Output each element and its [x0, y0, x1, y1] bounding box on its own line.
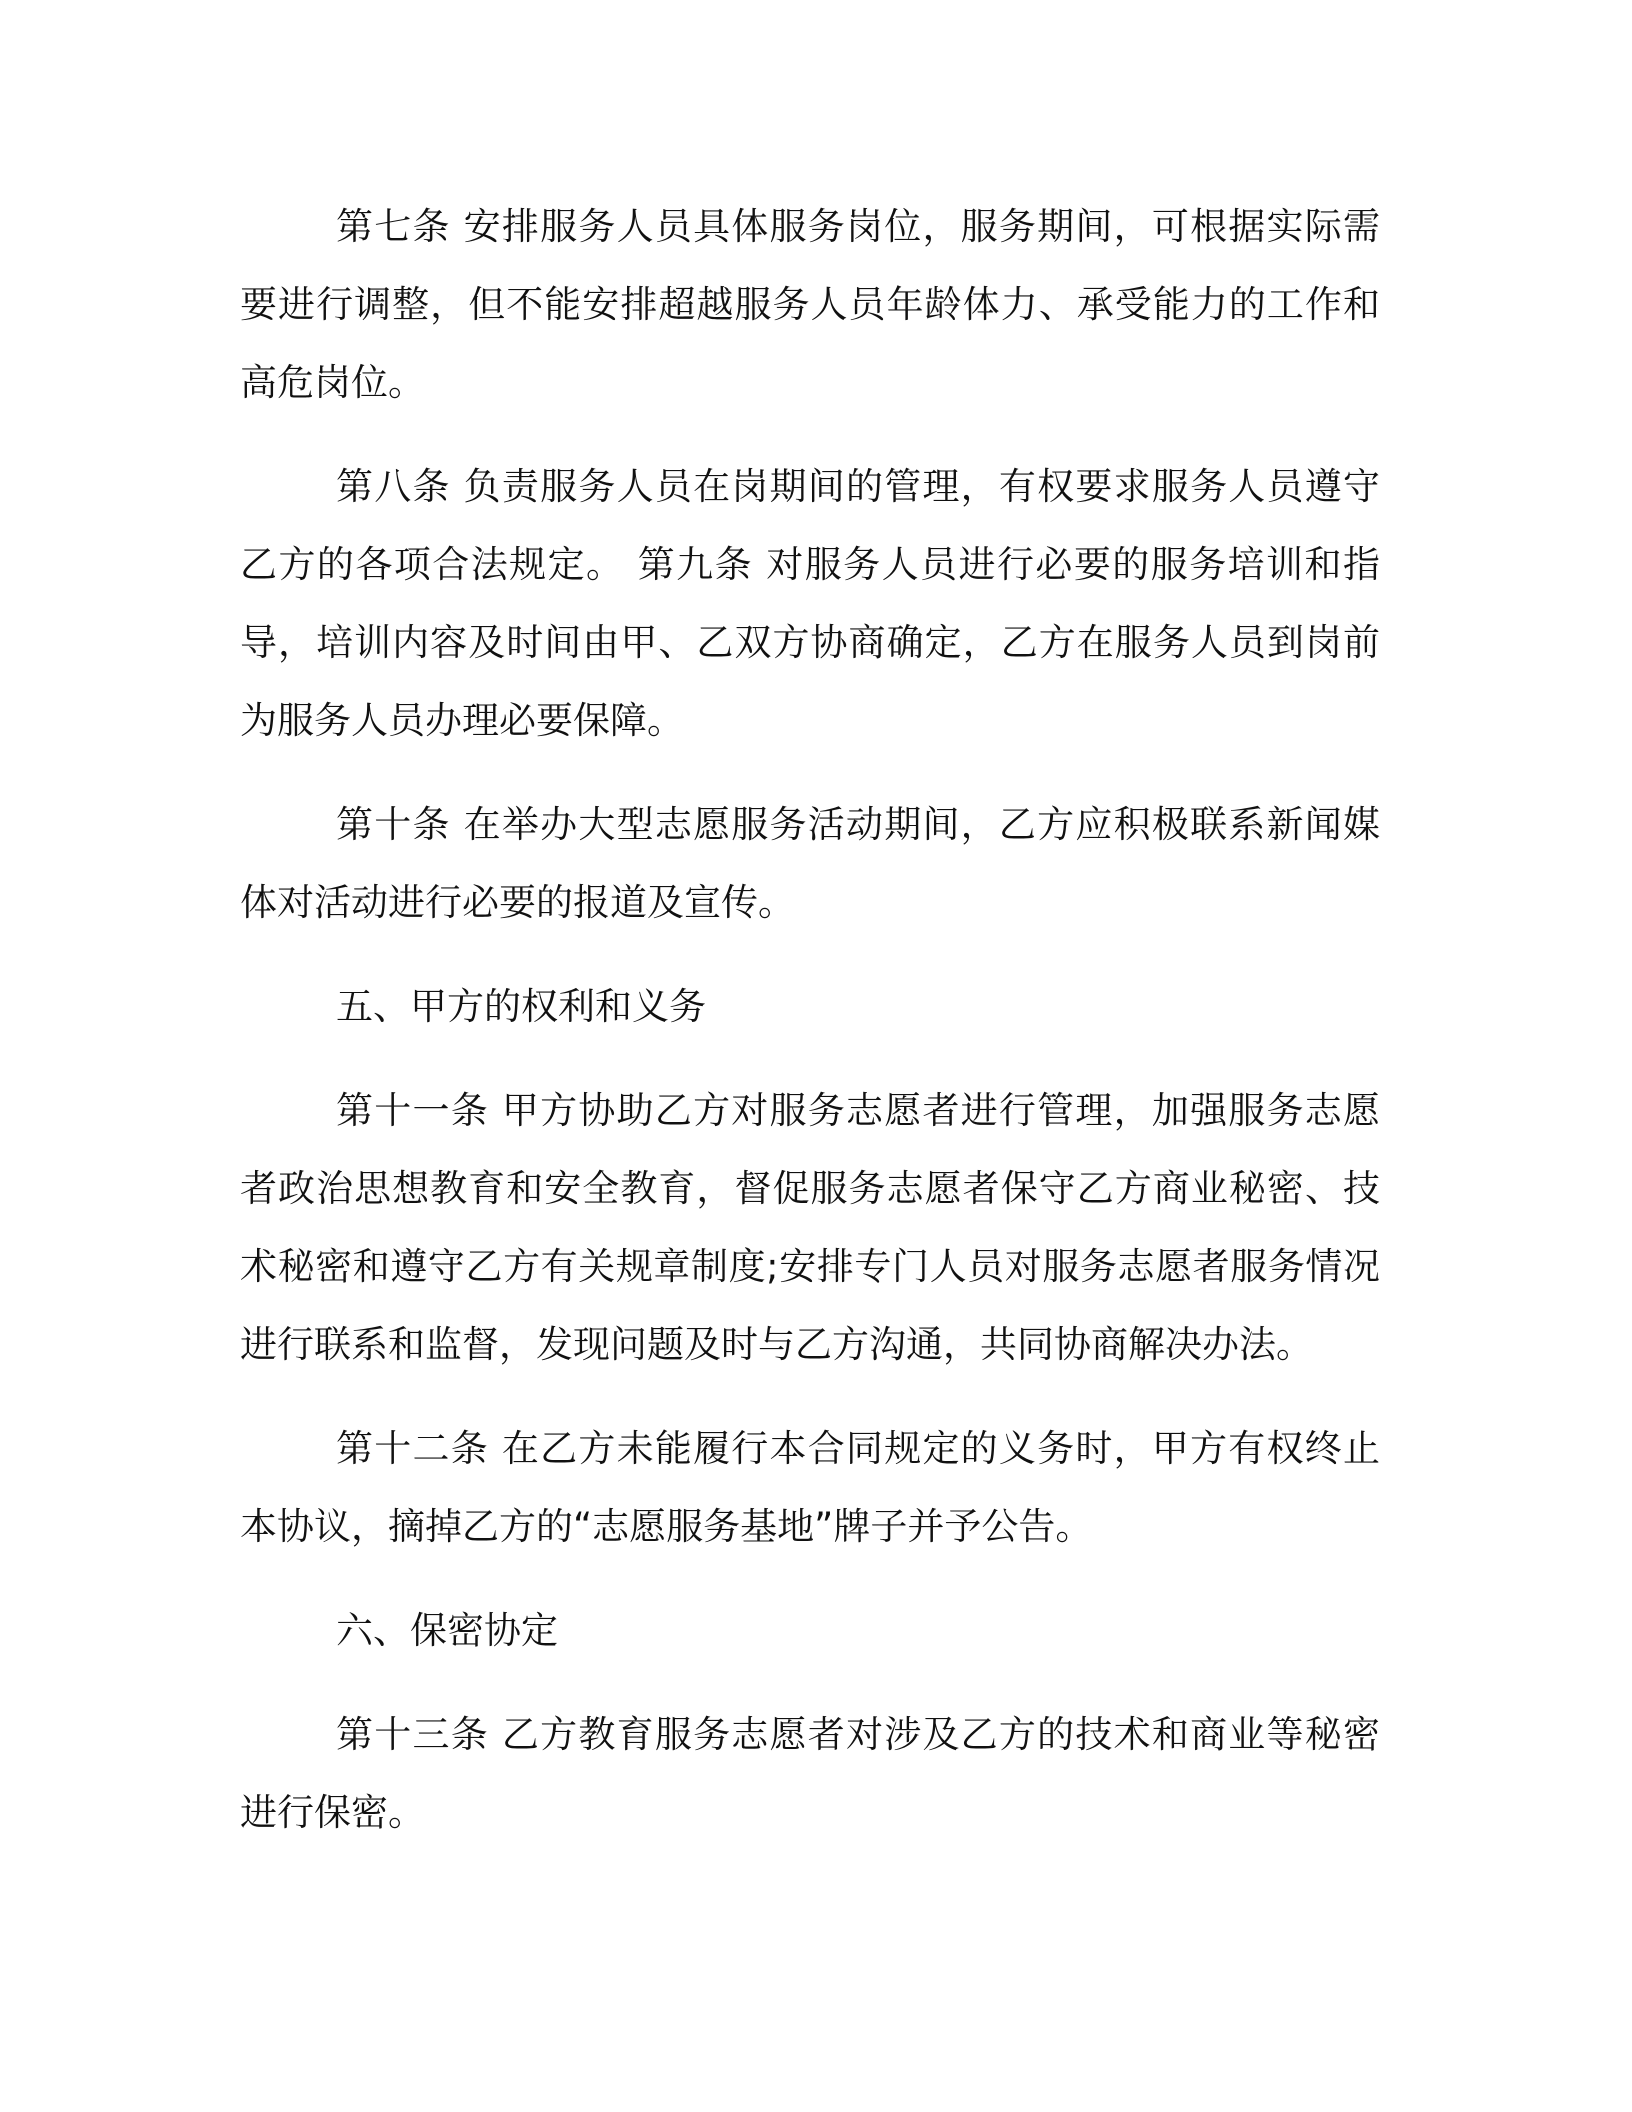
article-12: 第十二条 在乙方未能履行本合同规定的义务时，甲方有权终止本协议，摘掉乙方的“志愿服务基地”牌子并予公告。	[240, 1427, 1380, 1548]
document-body	[240, 188, 1380, 1878]
article-10: 第十条 在举办大型志愿服务活动期间，乙方应积极联系新闻媒体对活动进行必要的报道及宣传。	[240, 803, 1380, 924]
article-7: 第七条 安排服务人员具体服务岗位，服务期间，可根据实际需要进行调整，但不能安排超越服务人员年龄体力、承受能力的工作和高危岗位。	[240, 205, 1380, 404]
article-13: 第十三条 乙方教育服务志愿者对涉及乙方的技术和商业等秘密进行保密。	[240, 1713, 1380, 1834]
article-8-9: 第八条 负责服务人员在岗期间的管理，有权要求服务人员遵守乙方的各项合法规定。 第九条 对服务人员进行必要的服务培训和指导，培训内容及时间由甲、乙双方协商确定，乙方在服务人员到岗前为服务人员办理必要保障。	[240, 465, 1380, 742]
article-11: 第十一条 甲方协助乙方对服务志愿者进行管理，加强服务志愿者政治思想教育和安全教育，督促服务志愿者保守乙方商业秘密、技术秘密和遵守乙方有关规章制度;安排专门人员对服务志愿者服务情况进行联系和监督，发现问题及时与乙方沟通，共同协商解决办法。	[240, 1089, 1380, 1366]
section-heading-5: 五、甲方的权利和义务	[336, 985, 706, 1028]
section-heading-6: 六、保密协定	[336, 1609, 558, 1652]
